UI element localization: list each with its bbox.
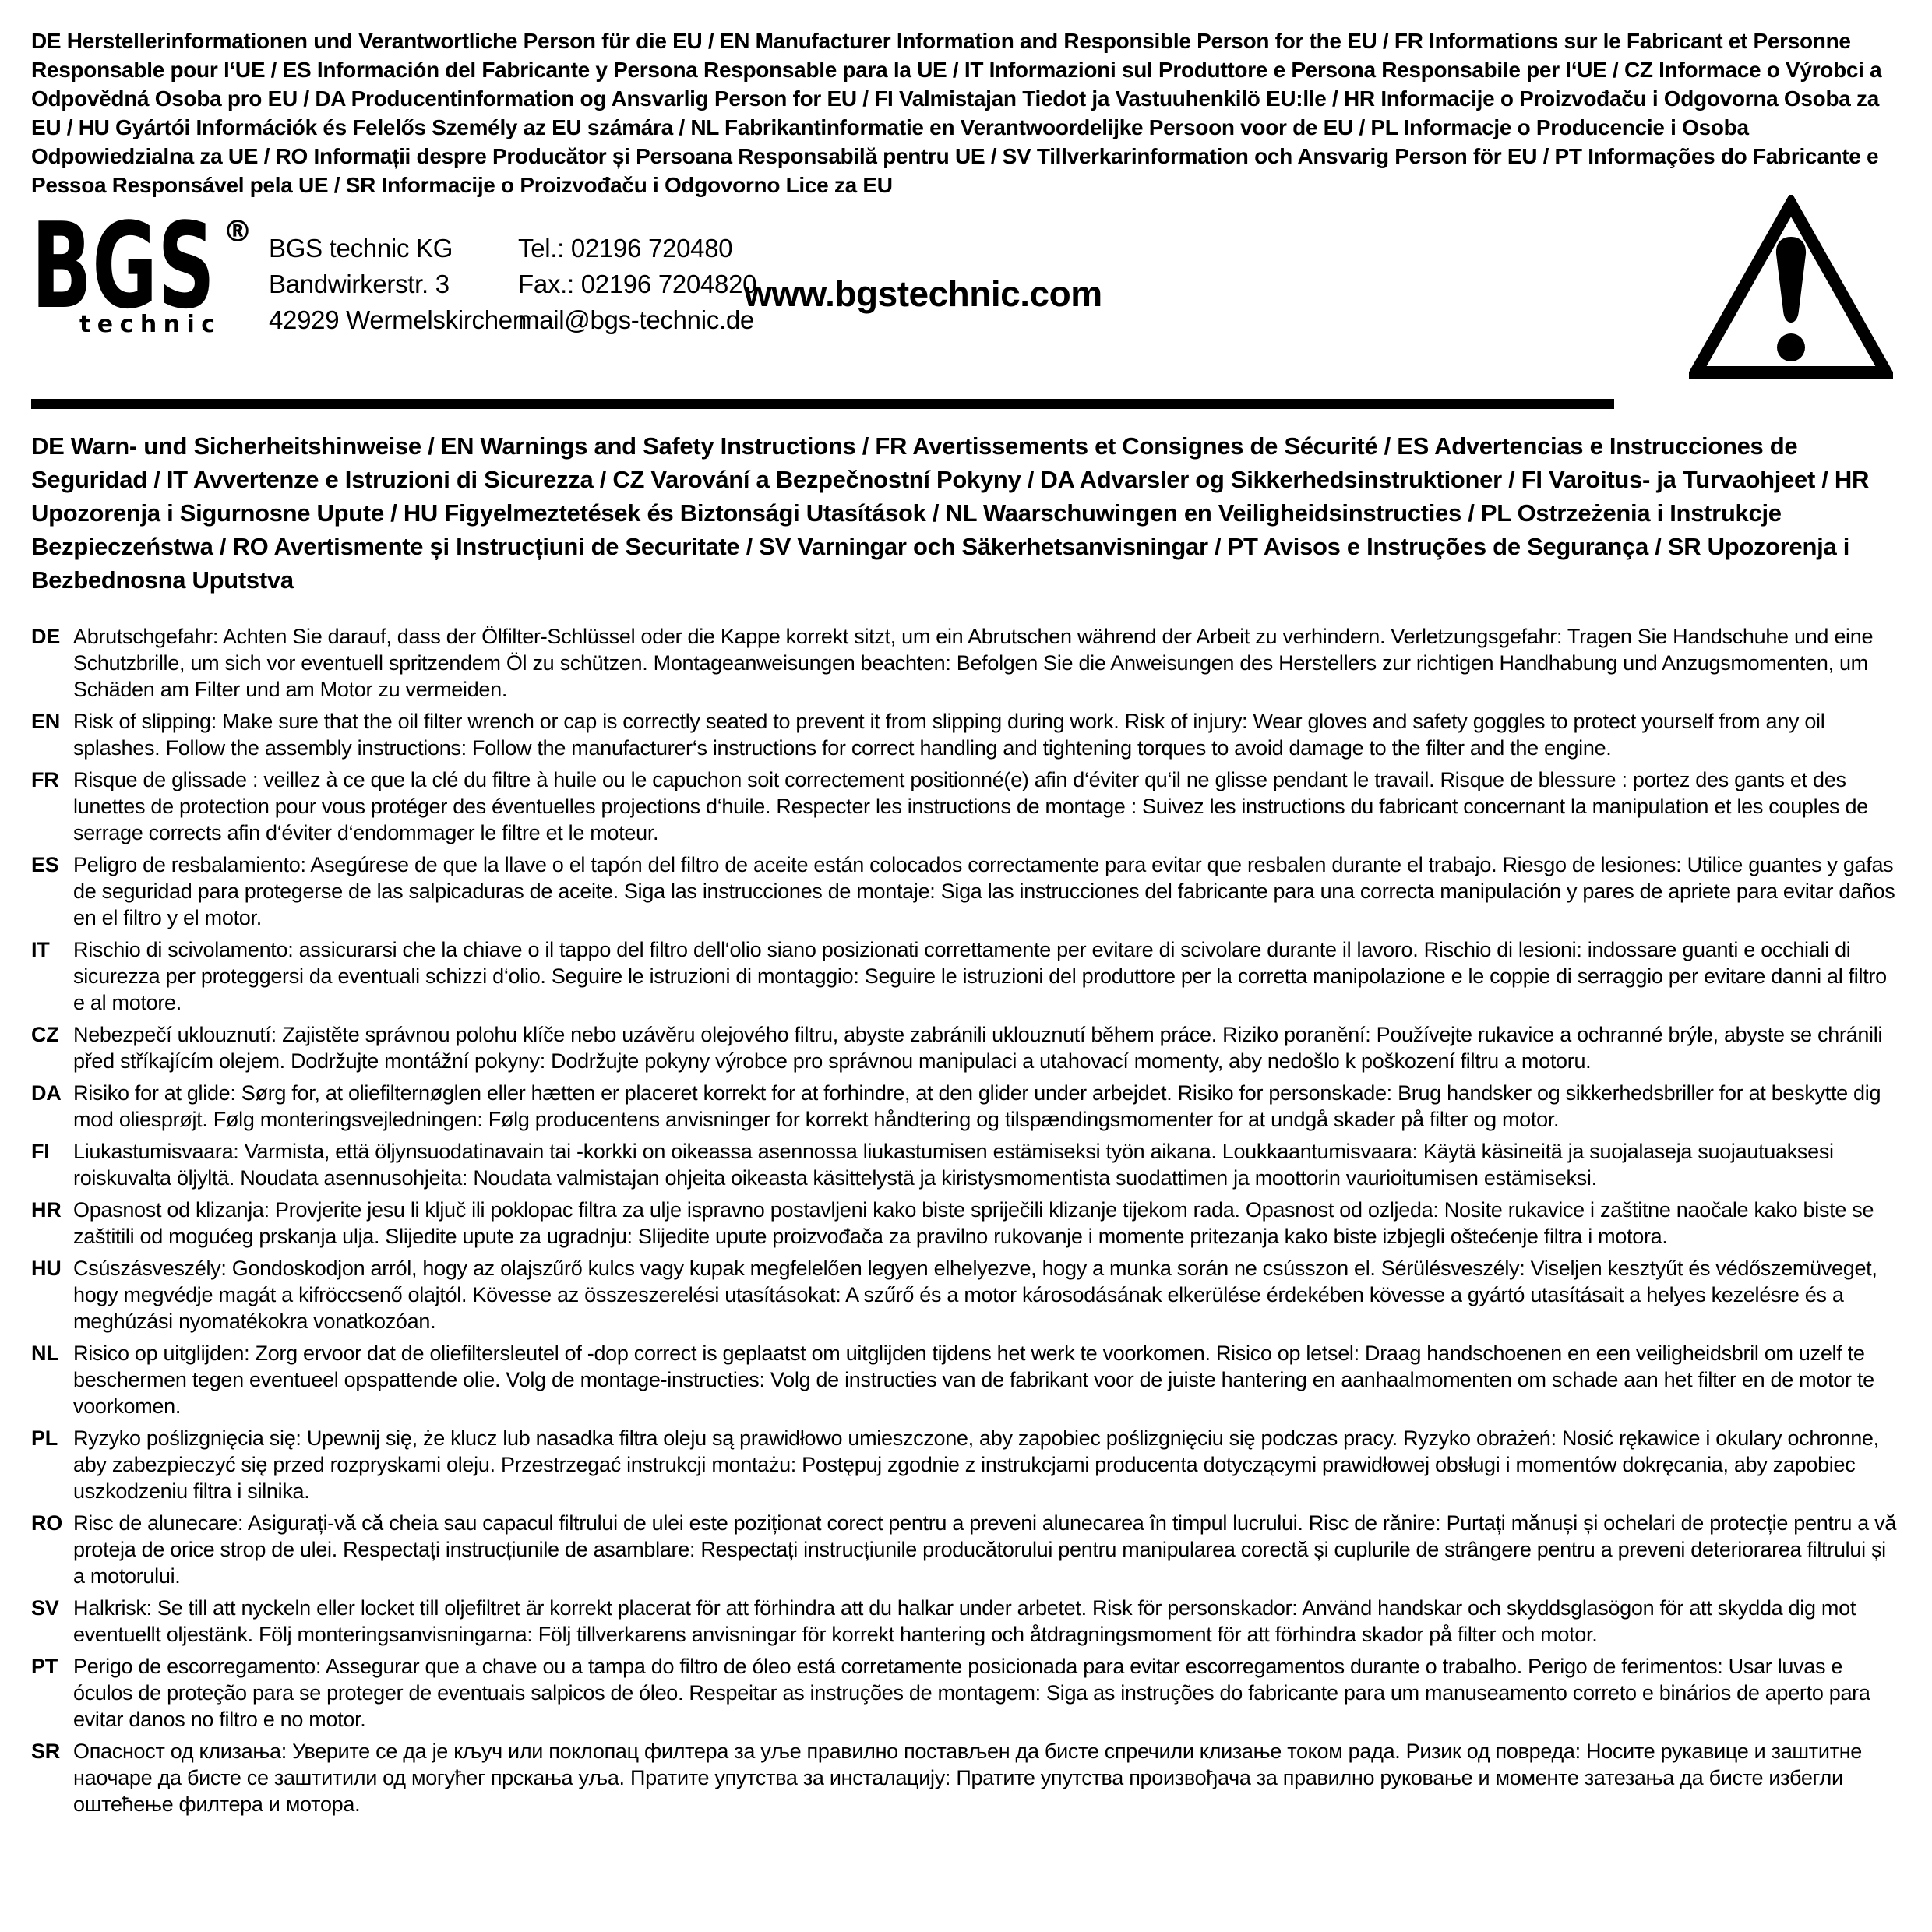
language-code: HR [31,1198,62,1222]
language-code: ES [31,853,59,876]
safety-section-it [31,936,1901,1016]
language-code: FR [31,768,59,791]
safety-section-pt [31,1653,1901,1733]
language-code: PT [31,1655,58,1678]
logo-subtext: technic [79,311,215,337]
company-name: BGS technic KG [269,234,453,263]
safety-section-fr [31,767,1901,846]
safety-text: Peligro de resbalamiento: Asegúrese de que la llave o el tapón del filtro de aceite están colocados correctamente para evitar que resbalen durante el trabajo. Riesgo de lesiones: Utilice guantes y gafas de seguridad para protegerse de las salpicaduras de aceite. Siga las instrucciones de montaje: Siga las instrucciones del fabricante para una correcta manipulación y pares de apriete para evitar daños en el filtro y el motor. [73,853,1895,929]
language-code: IT [31,938,50,961]
safety-text: Risc de alunecare: Asigurați-vă că cheia sau capacul filtrului de ulei este poziționat corect pentru a preveni alunecarea în timpul lucrului. Risc de rănire: Purtați mănuși și ochelari de protecție pentru a vă proteja de orice strop de ulei. Respectați instrucțiunile de asamblare: Respectați instrucțiunile producătorului pentru manipularea corectă și cuplurile de strângere pentru a preveni deteriorarea filtrului și a motorului. [73,1511,1897,1588]
bgs-logo [31,213,259,340]
safety-text: Rischio di scivolamento: assicurarsi che la chiave o il tappo del filtro dell‘olio siano posizionati correttamente per evitare di scivolare durante il lavoro. Rischio di lesioni: indossare guanti e occhiali di sicurezza per proteggersi da eventuali schizzi d‘olio. Seguire le istruzioni di montaggio: Seguire le istruzioni del produttore per la corretta manipolazione e le coppie di serraggio per evitare danni al filtro e al motore. [73,938,1887,1014]
safety-text: Risque de glissade : veillez à ce que la clé du filtre à huile ou le capuchon soit correctement positionné(e) afin d‘éviter qu‘il ne glisse pendant le travail. Risque de blessure : portez des gants et des lunettes de protection pour vous protéger des éventuelles projections d‘huile. Respecter les instructions de montage : Suivez les instructions du fabricant concernant la manipulation et les couples de serrage corrects afin d‘éviter d‘endommager le filtre et le moteur. [73,768,1868,844]
company-street: Bandwirkerstr. 3 [269,270,450,298]
language-code: FI [31,1140,50,1163]
registered-trademark-icon: ® [223,214,252,249]
safety-text: Halkrisk: Se till att nyckeln eller locket till oljefiltret är korrekt placerat för att förhindra att du halkar under arbetet. Risk för personskador: Använd handskar och skyddsglasögon för att skydda dig mot eventuellt oljestänk. Följ monteringsanvisningarna: Följ tillverkarens anvisningar för korrekt hantering och åtdragningsmoment för att förhindra skador på filter och motor. [73,1596,1856,1646]
safety-text: Csúszásveszély: Gondoskodjon arról, hogy az olajszűrő kulcs vagy kupak megfelelően legyen elhelyezve, hogy a munka során ne csússzon el. Sérülésveszély: Viseljen kesztyűt és védőszemüveget, hogy megvédje magát a kifröccsenő olajtól. Kövesse az összeszerelési utasításokat: A szűrő és a motor károsodásának elkerülése érdekében kövesse a gyártó utasításait a helyes kezelésre és a meghúzási nyomatékokra vonatkozóan. [73,1257,1877,1333]
manufacturer-info-multilang-heading: DE Herstellerinformationen und Verantwortliche Person für die EU / EN Manufacturer Information and Responsible Person for the EU / FR Informations sur le Fabricant et Personne Responsable pour l‘UE / ES Información del Fabricante y Persona Responsable para la UE / IT Informazioni sul Produttore e Persona Responsabile per l‘UE / CZ Informace o Výrobci a Odpovědná Osoba pro EU / DA Producentinformation og Ansvarlig Person for EU / FI Valmistajan Tiedot ja Vastuuhenkilö EU:lle / HR Informacije o Proizvođaču i Odgovorna Osoba za EU / HU Gyártói Információk és Felelős Személy az EU számára / NL Fabrikantinformatie en Verantwoordelijke Persoon voor de EU / PL Informacje o Producencie i Osoba Odpowiedzialna za UE / RO Informații despre Producător și Persoana Responsabilă pentru UE / SV Tillverkarinformation och Ansvarig Person för EU / PT Informações do Fabricante e Pessoa Responsável pela UE / SR Informacije o Proizvođaču i Odgovorno Lice za EU [31,29,1882,197]
safety-sections-list [31,623,1901,1817]
safety-text: Risiko for at glide: Sørg for, at oliefilternøglen eller hætten er placeret korrekt for at forhindre, at den glider under arbejdet. Risiko for personskade: Brug handsker og sikkerhedsbriller for at beskytte dig mod oliesprøjt. Følg monteringsvejledningen: Følg producentens anvisninger for korrekt håndtering og tilspændingsmomenter for at undgå skader på filter og motor. [73,1081,1881,1131]
safety-text: Ryzyko poślizgnięcia się: Upewnij się, że klucz lub nasadka filtra oleju są prawidłowo umieszczone, aby zapobiec poślizgnięciu się podczas pracy. Ryzyko obrażeń: Nosić rękawice i okulary ochronne, aby zabezpieczyć się przed rozpryskami oleju. Przestrzegać instrukcji montażu: Postępuj zgodnie z instrukcjami producenta dotyczącymi prawidłowej obsługi i momentów dokręcania, aby zapobiec uszkodzeniu filtra i silnika. [73,1426,1879,1503]
safety-section-ro [31,1510,1901,1589]
safety-text: Abrutschgefahr: Achten Sie darauf, dass der Ölfilter-Schlüssel oder die Kappe korrekt sitzt, um ein Abrutschen während der Arbeit zu verhindern. Verletzungsgefahr: Tragen Sie Handschuhe und eine Schutzbrille, um sich vor eventuell spritzendem Öl zu schützen. Montageanweisungen beachten: Befolgen Sie die Anweisungen des Herstellers zur richtigen Handhabung und Anzugsmomenten, um Schäden am Filter und am Motor zu vermeiden. [73,625,1874,701]
company-city: 42929 Wermelskirchen [269,305,527,334]
safety-section-sv [31,1595,1901,1648]
safety-text: Nebezpečí uklouznutí: Zajistěte správnou polohu klíče nebo uzávěru olejového filtru, abyste zabránili uklouznutí během práce. Riziko poranění: Používejte rukavice a ochranné brýle, abyste se chránili před stříkajícím olejem. Dodržujte montážní pokyny: Dodržujte pokyny výrobce pro správnou manipulaci a utahovací momenty, aby nedošlo k poškození filtru a motoru. [73,1023,1883,1073]
safety-text: Risk of slipping: Make sure that the oil filter wrench or cap is correctly seated to prevent it from slipping during work. Risk of injury: Wear gloves and safety goggles to protect yourself from any oil splashes. Follow the assembly instructions: Follow the manufacturer‘s instructions for correct handling and tightening torques to avoid damage to the filter and the engine. [73,710,1825,760]
safety-text: Опасност од клизања: Уверите се да је кључ или поклопац филтера за уље правилно постављен да бисте спречили клизање током рада. Ризик од повреда: Носите рукавице и заштитне наочаре да бисте се заштитили од могућег прскања уља. Пратите упутства за инсталацију: Пратите упутства произвођача за правилно руковање и моменте затезања да бисте избегли оштећење филтера и мотора. [73,1740,1863,1816]
website-url: www.bgstechnic.com [744,273,1102,314]
language-code: EN [31,710,60,733]
safety-text: Risico op uitglijden: Zorg ervoor dat de oliefiltersleutel of -dop correct is geplaatst om uitglijden tijdens het werk te voorkomen. Risico op letsel: Draag handschoenen en een veiligheidsbril om uzelf te beschermen tegen eventueel opspattende olie. Volg de montage-instructies: Volg de instructies van de fabrikant voor de juiste hantering en aanhaalmomenten om schade aan het filter en de motor te voorkomen. [73,1341,1874,1418]
safety-section-en [31,708,1901,761]
email-line: mail@bgs-technic.de [518,305,754,334]
horizontal-divider [31,399,1614,409]
phone-line: Tel.: 02196 720480 [518,234,733,263]
language-code: RO [31,1511,62,1535]
logo-text: BGS [31,213,215,335]
safety-section-de [31,623,1901,703]
safety-text: Perigo de escorregamento: Assegurar que a chave ou a tampa do filtro de óleo está corretamente posicionada para evitar escorregamentos durante o trabalho. Perigo de ferimentos: Usar luvas e óculos de proteção para se proteger de eventuais salpicos de óleo. Respeitar as instruções de montagem: Siga as instruções do fabricante para um manuseamento correto e binários de aperto para evitar danos no filtro e no motor. [73,1655,1870,1731]
warning-triangle-icon [1689,195,1893,386]
safety-section-da [31,1080,1901,1133]
safety-section-fi [31,1138,1901,1191]
bgs-logo-icon [31,213,259,337]
safety-section-hr [31,1197,1901,1250]
safety-section-hu [31,1255,1901,1334]
company-contact [518,231,756,338]
safety-instructions-multilang-heading: DE Warn- und Sicherheitshinweise / EN Warnings and Safety Instructions / FR Avertissements et Consignes de Sécurité / ES Advertencias e Instrucciones de Seguridad / IT Avvertenze e Istruzioni di Sicurezza / CZ Varování a Bezpečnostní Pokyny / DA Advarsler og Sikkerhedsinstruktioner / FI Varoitus- ja Turvaohjeet / HR Upozorenja i Sigurnosne Upute / HU Figyelmeztetések és Biztonsági Utasítások / NL Waarschuwingen en Veiligheidsinstructies / PL Ostrzeżenia i Instrukcje Bezpieczeństwa / RO Avertismente și Instrucțiuni de Securitate / SV Varningar och Säkerhetsanvisningar / PT Avisos e Instruções de Segurança / SR Upozorenja i Bezbednosna Uputstva [31,432,1870,594]
fax-line: Fax.: 02196 7204820 [518,270,757,298]
language-code: SR [31,1740,60,1763]
safety-section-cz [31,1021,1901,1074]
safety-section-nl [31,1340,1901,1419]
safety-section-pl [31,1425,1901,1504]
language-code: CZ [31,1023,59,1046]
brand-row [31,213,1901,399]
safety-text: Opasnost od klizanja: Provjerite jesu li ključ ili poklopac filtra za ulje ispravno postavljeni kako biste spriječili klizanje tijekom rada. Opasnost od ozljeda: Nosite rukavice i zaštitne naočale kako biste se zaštitili od mogućeg prskanja ulja. Slijedite upute za ugradnju: Slijedite upute proizvođača za pravilno rukovanje i momente pritezanja kako biste izbjegli oštećenje filtra i motora. [73,1198,1874,1248]
language-code: DE [31,625,60,648]
language-code: SV [31,1596,59,1620]
safety-text: Liukastumisvaara: Varmista, että öljynsuodatinavain tai -korkki on oikeassa asennossa liukastumisen estämiseksi työn aikana. Loukkaantumisvaara: Käytä käsineitä ja suojalaseja suojautuaksesi roiskuvalta öljyltä. Noudata asennusohjeita: Noudata valmistajan ohjeita oikeasta käsittelystä ja kiristysmomentista suodattimen ja moottorin vaurioitumisen estämiseksi. [73,1140,1834,1190]
language-code: PL [31,1426,58,1450]
language-code: DA [31,1081,62,1105]
company-address [269,231,527,338]
language-code: HU [31,1257,62,1280]
language-code: NL [31,1341,59,1365]
safety-section-es [31,851,1901,931]
safety-section-sr [31,1738,1901,1817]
